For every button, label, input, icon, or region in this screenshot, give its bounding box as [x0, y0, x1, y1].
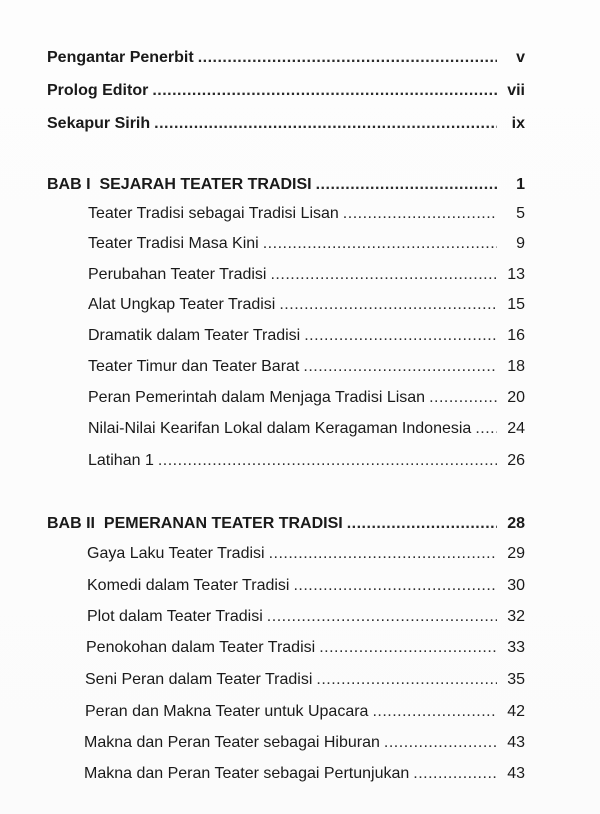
- toc-entry-title: Perubahan Teater Tradisi: [88, 266, 267, 283]
- toc-entry-title: Makna dan Peran Teater sebagai Hiburan: [84, 734, 380, 751]
- toc-entry[interactable]: [87, 576, 525, 596]
- toc-entry[interactable]: [88, 388, 525, 408]
- toc-chapter-bab-1[interactable]: [47, 175, 525, 195]
- toc-entry[interactable]: [87, 607, 525, 627]
- toc-entry-title: Dramatik dalam Teater Tradisi: [88, 327, 301, 344]
- toc-chapter-heading: BAB I SEJARAH TEATER TRADISI: [47, 176, 312, 193]
- toc-entry-page: 24: [507, 420, 525, 437]
- toc-entry-page: v: [516, 49, 525, 66]
- dot-leader: [372, 702, 497, 722]
- toc-entry-title: Gaya Laku Teater Tradisi: [87, 545, 265, 562]
- toc-entry-title: Prolog Editor: [47, 82, 149, 99]
- toc-entry-page: 43: [507, 734, 525, 751]
- toc-entry-title: Latihan 1: [88, 452, 154, 469]
- toc-entry-sekapur-sirih[interactable]: [47, 114, 525, 134]
- toc-entry[interactable]: [87, 544, 525, 564]
- toc-entry-page: 18: [507, 358, 525, 375]
- dot-leader: [413, 764, 497, 784]
- toc-entry-page: 15: [507, 296, 525, 313]
- toc-entry-title: Plot dalam Teater Tradisi: [87, 608, 263, 625]
- toc-entry-title: Makna dan Peran Teater sebagai Pertunjukan: [84, 765, 410, 782]
- toc-entry[interactable]: [86, 638, 525, 658]
- toc-entry-title: Komedi dalam Teater Tradisi: [87, 577, 290, 594]
- dot-leader: [152, 81, 497, 101]
- toc-entry[interactable]: [84, 764, 525, 784]
- toc-entry-title: Sekapur Sirih: [47, 115, 151, 132]
- toc-entry-pengantar-penerbit[interactable]: [47, 48, 525, 68]
- toc-entry-title: Teater Tradisi Masa Kini: [88, 235, 259, 252]
- toc-entry-page: 29: [507, 545, 525, 562]
- dot-leader: [293, 576, 497, 596]
- toc-entry[interactable]: [88, 295, 525, 315]
- toc-entry-page: 35: [507, 671, 525, 688]
- dot-leader: [316, 670, 497, 690]
- toc-entry-page: 16: [507, 327, 525, 344]
- toc-entry[interactable]: [88, 419, 525, 439]
- toc-entry-title: Peran Pemerintah dalam Menjaga Tradisi Lisan: [88, 389, 426, 406]
- dot-leader: [269, 544, 497, 564]
- toc-entry-page: 9: [516, 235, 525, 252]
- toc-entry-title: Seni Peran dalam Teater Tradisi: [85, 671, 313, 688]
- toc-entry[interactable]: [84, 733, 525, 753]
- toc-entry-page: 26: [507, 452, 525, 469]
- dot-leader: [267, 607, 497, 627]
- toc-chapter-page: 1: [516, 176, 525, 193]
- toc-entry[interactable]: [88, 326, 525, 346]
- toc-entry-title: Pengantar Penerbit: [47, 49, 194, 66]
- toc-entry[interactable]: [88, 357, 525, 377]
- dot-leader: [279, 295, 497, 315]
- dot-leader: [429, 388, 497, 408]
- dot-leader: [263, 234, 497, 254]
- toc-entry[interactable]: [88, 204, 525, 224]
- toc-entry[interactable]: [88, 265, 525, 285]
- scanner-watermark: [580, 660, 594, 810]
- dot-leader: [158, 451, 497, 471]
- toc-chapter-page: 28: [507, 515, 525, 532]
- dot-leader: [154, 114, 497, 134]
- toc-entry-title: Peran dan Makna Teater untuk Upacara: [85, 703, 369, 720]
- toc-entry-page: 42: [507, 703, 525, 720]
- toc-entry[interactable]: [88, 234, 525, 254]
- dot-leader: [384, 733, 497, 753]
- toc-entry[interactable]: [85, 702, 525, 722]
- dot-leader: [343, 204, 497, 224]
- toc-entry-prolog-editor[interactable]: [47, 81, 525, 101]
- toc-entry-page: 20: [507, 389, 525, 406]
- toc-entry-title: Nilai-Nilai Kearifan Lokal dalam Keragaman Indonesia: [88, 420, 472, 437]
- dot-leader: [270, 265, 497, 285]
- toc-entry-page: 5: [516, 205, 525, 222]
- toc-entry-page: 13: [507, 266, 525, 283]
- toc-entry-page: 33: [507, 639, 525, 656]
- toc-entry-page: 30: [507, 577, 525, 594]
- dot-leader: [304, 326, 497, 346]
- toc-chapter-heading: BAB II PEMERANAN TEATER TRADISI: [47, 515, 343, 532]
- toc-entry-page: 32: [507, 608, 525, 625]
- dot-leader: [198, 48, 497, 68]
- dot-leader: [347, 514, 497, 534]
- toc-chapter-bab-2[interactable]: [47, 514, 525, 534]
- dot-leader: [316, 175, 497, 195]
- dot-leader: [319, 638, 497, 658]
- toc-entry-title: Alat Ungkap Teater Tradisi: [88, 296, 276, 313]
- toc-entry-title: Teater Tradisi sebagai Tradisi Lisan: [88, 205, 339, 222]
- toc-entry-title: Teater Timur dan Teater Barat: [88, 358, 300, 375]
- toc-entry-page: 43: [507, 765, 525, 782]
- toc-entry[interactable]: [88, 451, 525, 471]
- toc-entry[interactable]: [85, 670, 525, 690]
- toc-entry-title: Penokohan dalam Teater Tradisi: [86, 639, 316, 656]
- dot-leader: [303, 357, 497, 377]
- toc-entry-page: vii: [507, 82, 525, 99]
- dot-leader: [475, 419, 497, 439]
- toc-entry-page: ix: [511, 115, 525, 132]
